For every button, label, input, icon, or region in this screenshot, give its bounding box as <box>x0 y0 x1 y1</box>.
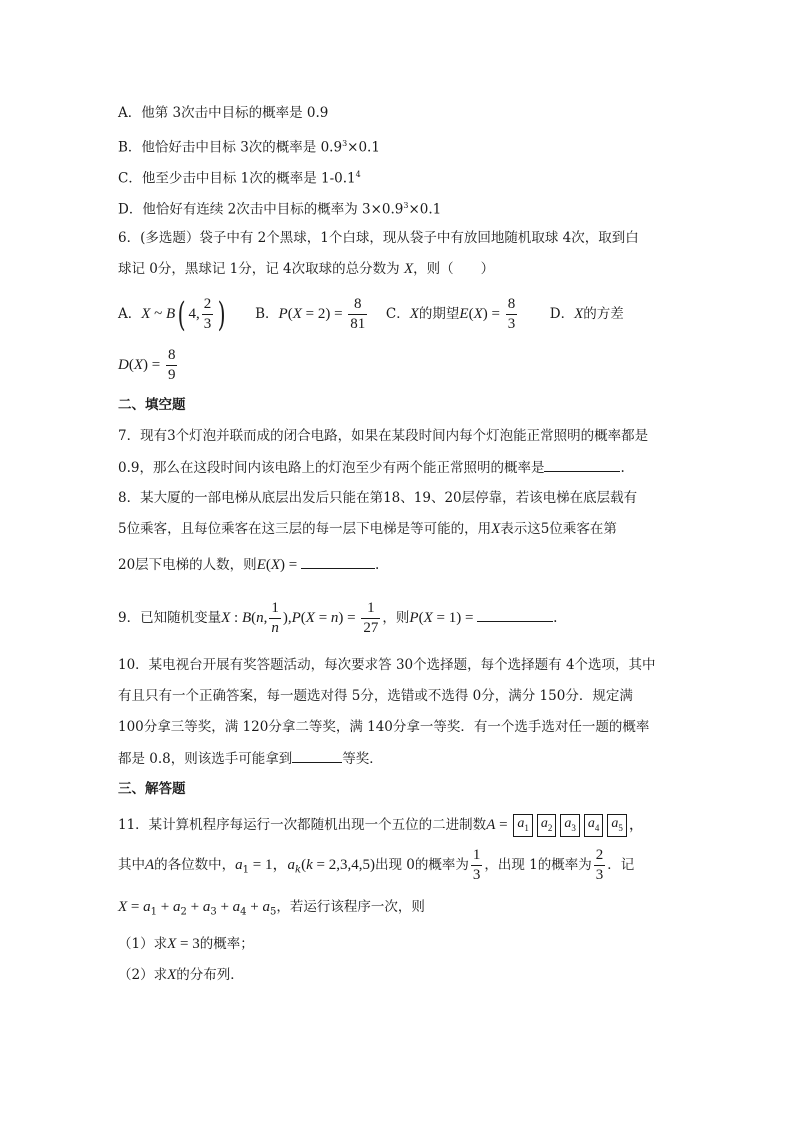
section-heading-solutions: 三、解答题 <box>118 781 186 797</box>
q6-option-d: D．X的方差 <box>549 306 624 322</box>
q8-line-2: 5位乘客，且每位乘客在这三层的每一层下电梯是等可能的，用X表示这5位乘客在第 <box>118 521 617 537</box>
q8-line-1: 8．某大厦的一部电梯从底层出发后只能在第18、19、20层停靠，若该电梯在底层载有 <box>118 490 638 506</box>
q7-line-2: 0.9，那么在这段时间内该电路上的灯泡至少有两个能正常照明的概率是 . <box>118 457 625 478</box>
q10-line-2: 有且只有一个正确答案，每一题选对得 5分，选错或不选得 0分，满分 150分．规定满 <box>118 688 633 704</box>
binary-digit-box-5: $a_5$ <box>607 814 627 838</box>
binary-digit-box-4: $a_4$ <box>584 814 604 838</box>
binary-digit-box-1: $a_1$ <box>513 814 533 838</box>
q6-options-row <box>118 294 624 334</box>
q9-answer-blank[interactable] <box>477 607 553 622</box>
q5-option-a: A．他第 3次击中目标的概率是 0.9 <box>118 105 329 121</box>
q10-answer-blank[interactable] <box>292 748 342 763</box>
q5-option-c: C．他至少击中目标 1次的概率是 $1-0.1^4$ <box>118 170 361 187</box>
q6-option-c: C．X的期望E(X) = $\frac{8}{3}$ <box>385 296 516 332</box>
q11-line-2: 其中A的各位数中，$a_1 = 1$，$a_k(k = 2,3,4,5)$出现 0的概率为 $\frac{1}{3}$ ，出现 1的概率为 $\frac{2}{3}$ ．记 <box>118 847 635 883</box>
q6-option-b: B．P(X = 2) = $\frac{8}{81}$ <box>255 296 366 332</box>
q5-option-d: D．他恰好有连续 2次击中目标的概率为 $3\times 0.9^3\times 0.1$ <box>118 201 442 218</box>
q11-part-2: （2）求X的分布列． <box>118 967 244 983</box>
q11-part-1: （1）求X = 3的概率； <box>118 936 254 952</box>
q11-line-1: 11．某计算机程序每运行一次都随机出现一个五位的二进制数$A = a_1$ $a_2$ $a_3$ $a_4$ $a_5$ ， <box>118 812 644 838</box>
section-heading-fill-in: 二、填空题 <box>118 397 186 413</box>
q9-line: 9．已知随机变量X : B(n, $\frac{1}{n}$ ),P(X = n) = $\frac{1}{27}$ ，则P(X = 1) = . <box>118 600 558 636</box>
q8-answer-blank[interactable] <box>301 554 375 569</box>
q7-answer-blank[interactable] <box>544 457 620 472</box>
q7-line-1: 7．现有3个灯泡并联而成的闭合电路，如果在某段时间内每个灯泡能正常照明的概率都是 <box>118 428 649 444</box>
q6-option-d-formula: D(X) = $\frac{8}{9}$ <box>118 347 176 383</box>
binary-digit-box-2: $a_2$ <box>537 814 557 838</box>
q11-line-3: $X = a_1 + a_2 + a_3 + a_4 + a_5$，若运行该程序一次，则 <box>118 899 425 918</box>
q5-option-b: B．他恰好击中目标 3次的概率是 $0.9^3\times 0.1$ <box>118 139 380 156</box>
q10-line-1: 10．某电视台开展有奖答题活动，每次要求答 30个选择题，每个选择题有 4个选项，其中 <box>118 657 656 673</box>
q10-line-4: 都是 0.8，则该选手可能拿到 等奖． <box>118 748 383 769</box>
binary-digit-box-3: $a_3$ <box>560 814 580 838</box>
q8-line-3: 20层下电梯的人数，则E(X) = . <box>118 554 379 575</box>
q10-line-3: 100分拿三等奖，满 120分拿二等奖，满 140分拿一等奖．有一个选手选对任一题的概率 <box>118 719 650 735</box>
q6-option-a: A．X ~ B( 4, $\frac{2}{3}$ ) <box>118 294 226 335</box>
q6-line-1: 6．(多选题）袋子中有 2个黑球，1个白球，现从袋子中有放回地随机取球 4次，取到白 <box>118 230 639 246</box>
q6-line-2: 球记 0分，黑球记 1分，记 4次取球的总分数为 X，则（ ） <box>118 261 495 277</box>
